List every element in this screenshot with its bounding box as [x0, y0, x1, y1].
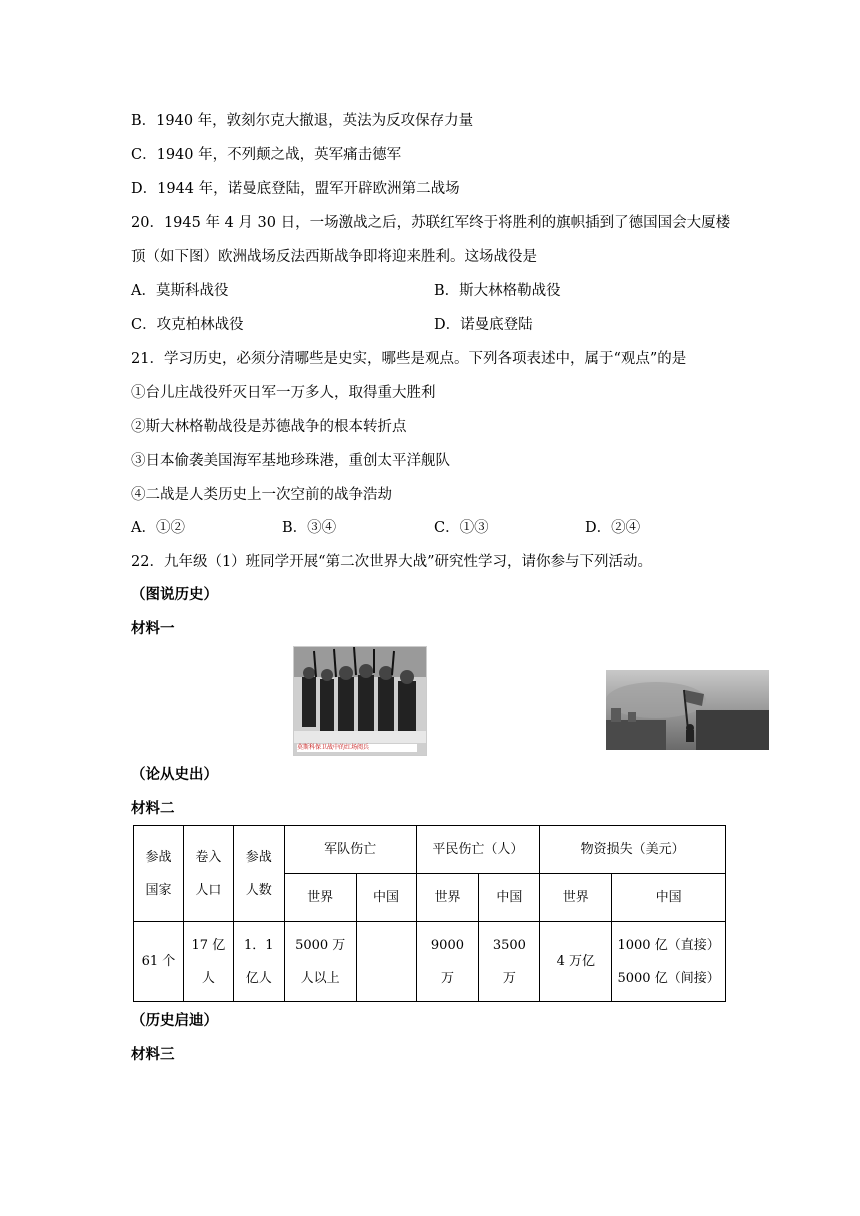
value-population: 17 亿 人 [183, 922, 233, 1002]
q20-option-b: B．斯大林格勒战役 [434, 283, 561, 299]
sub-world-military: 世界 [284, 874, 356, 922]
q20-option-c: C．攻克柏林战役 [131, 317, 244, 333]
value-country: 61 个 [134, 922, 184, 1002]
q20-option-d: D．诺曼底登陆 [434, 317, 533, 333]
red-square-parade-photo [293, 646, 427, 756]
q21-option-d: D．②④ [585, 520, 641, 536]
q20-stem-line1: 20．1945 年 4 月 30 日，一场激战之后，苏联红军终于将胜利的旗帜插到了德国国会大厦楼 [131, 215, 731, 231]
option-b-q19: B．1940 年，敦刻尔克大撤退，英法为反攻保存力量 [131, 113, 474, 129]
q20-option-a: A．莫斯科战役 [131, 283, 229, 299]
q21-statement-1: ①台儿庄战役歼灭日军一万多人，取得重大胜利 [131, 385, 436, 401]
value-military-world: 5000 万 人以上 [284, 922, 356, 1002]
header-military-casualties: 军队伤亡 [284, 826, 416, 874]
material-3-label: 材料三 [131, 1047, 175, 1063]
sub-china-civilian: 中国 [479, 874, 540, 922]
value-civilian-world: 9000 万 [416, 922, 479, 1002]
q21-stem: 21．学习历史，必须分清哪些是史实，哪些是观点。下列各项表述中，属于“观点”的是 [131, 351, 687, 367]
header-country: 参战 国家 [134, 826, 184, 922]
value-military-china [356, 922, 416, 1002]
section-heading-1: （图说历史） [131, 587, 218, 603]
sub-china-military: 中国 [356, 874, 416, 922]
option-c-q19: C．1940 年，不列颠之战，英军痛击德军 [131, 147, 402, 163]
q21-statement-4: ④二战是人类历史上一次空前的战争浩劫 [131, 487, 392, 503]
value-material-world: 4 万亿 [540, 922, 612, 1002]
material-2-label: 材料二 [131, 801, 175, 817]
q20-stem-line2: 顶（如下图）欧洲战场反法西斯战争即将迎来胜利。这场战役是 [131, 249, 537, 265]
material-1-label: 材料一 [131, 621, 175, 637]
q21-statement-2: ②斯大林格勒战役是苏德战争的根本转折点 [131, 419, 407, 435]
section-heading-2: （论从史出） [131, 767, 218, 783]
sub-world-material: 世界 [540, 874, 612, 922]
option-d-q19: D．1944 年，诺曼底登陆，盟军开辟欧洲第二战场 [131, 181, 460, 197]
q21-option-b: B．③④ [282, 520, 337, 536]
q21-option-a: A．①② [131, 520, 185, 536]
sub-world-civilian: 世界 [416, 874, 479, 922]
q22-stem: 22．九年级（1）班同学开展“第二次世界大战”研究性学习，请你参与下列活动。 [131, 554, 652, 570]
value-civilian-china: 3500 万 [479, 922, 540, 1002]
header-civilian-casualties: 平民伤亡（人） [416, 826, 540, 874]
value-material-china: 1000 亿（直接） 5000 亿（间接） [612, 922, 726, 1002]
header-material-losses: 物资损失（美元） [540, 826, 726, 874]
q21-statement-3: ③日本偷袭美国海军基地珍珠港，重创太平洋舰队 [131, 453, 450, 469]
photo1-caption: 莫斯科保卫战中的红场阅兵 [297, 744, 417, 752]
sub-china-material: 中国 [612, 874, 726, 922]
war-losses-table [133, 825, 726, 1002]
q21-option-c: C．①③ [434, 520, 489, 536]
section-heading-3: （历史启迪） [131, 1013, 218, 1029]
header-troops: 参战 人数 [233, 826, 284, 922]
value-troops: 1．1 亿人 [233, 922, 284, 1002]
reichstag-flag-photo [606, 670, 769, 750]
header-population: 卷入 人口 [183, 826, 233, 922]
